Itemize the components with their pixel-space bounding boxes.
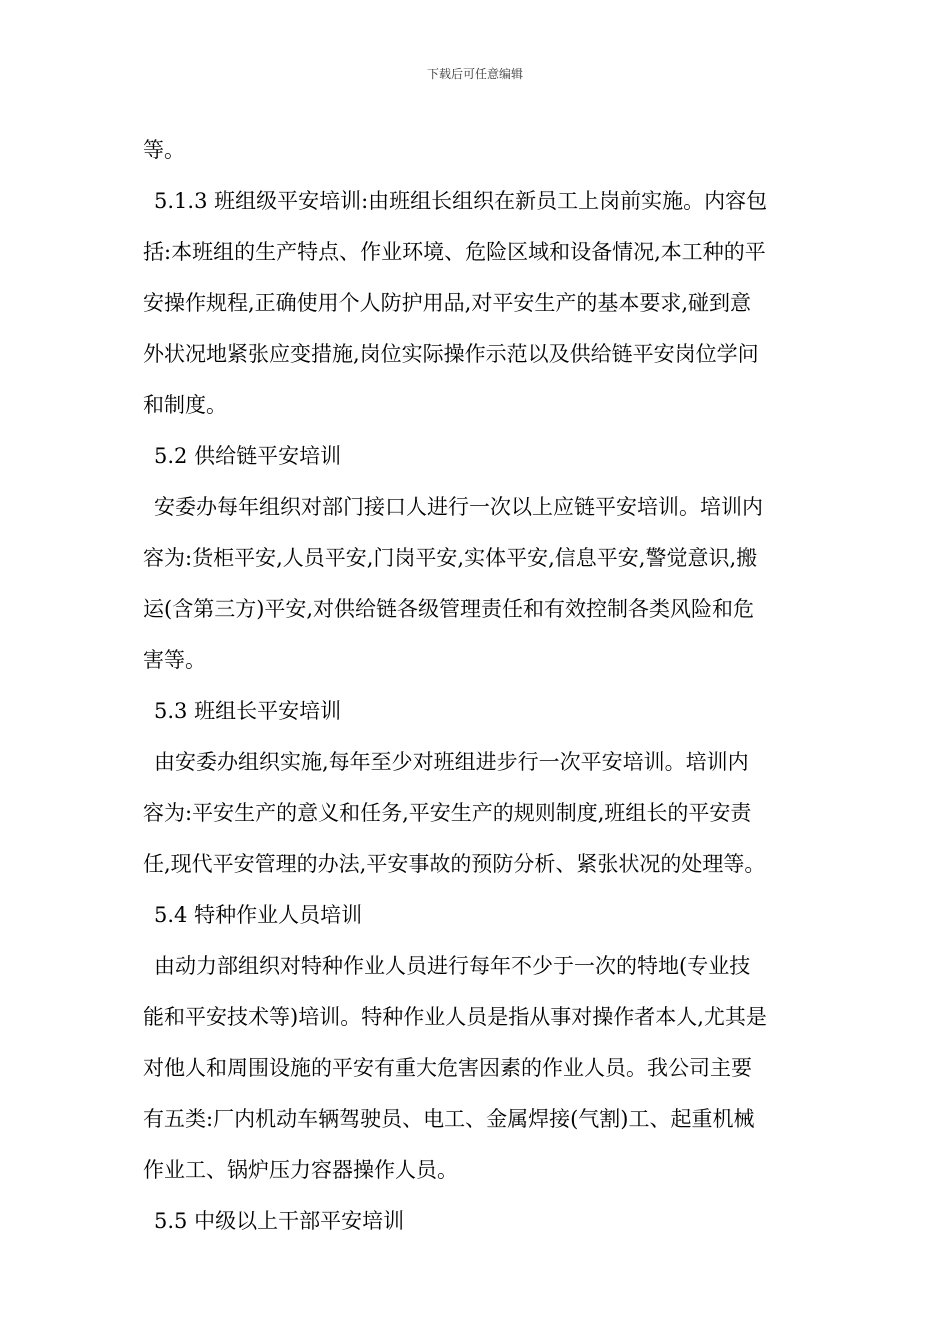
paragraph-line: 安操作规程,正确使用个人防护用品,对平安生产的基本要求,碰到意: [143, 291, 752, 315]
paragraph-line: 由安委办组织实施,每年至少对班组进步行一次平安培训。培训内: [154, 750, 749, 774]
paragraph-line: 和制度。: [143, 393, 227, 417]
paragraph-line: 任,现代平安管理的办法,平安事故的预防分析、紧张状况的处理等。: [143, 852, 766, 876]
paragraph-line: 有五类:厂内机动车辆驾驶员、电工、金属焊接(气割)工、起重机械: [143, 1107, 755, 1131]
paragraph-line: 括:本班组的生产特点、作业环境、危险区域和设备情况,本工种的平: [143, 240, 766, 264]
paragraph-line: 5.1.3 班组级平安培训:由班组长组织在新员工上岗前实施。内容包: [154, 189, 768, 213]
section-heading: 5.4 特种作业人员培训: [154, 903, 363, 927]
paragraph-line: 由动力部组织对特种作业人员进行每年不少于一次的特地(专业技: [154, 954, 751, 978]
paragraph-line: 能和平安技术等)培训。特种作业人员是指从事对操作者本人,尤其是: [143, 1005, 767, 1029]
section-heading: 5.5 中级以上干部平安培训: [154, 1209, 405, 1233]
paragraph-line: 对他人和周围设施的平安有重大危害因素的作业人员。我公司主要: [143, 1056, 752, 1080]
paragraph-line: 外状况地紧张应变措施,岗位实际操作示范以及供给链平安岗位学问: [143, 342, 759, 366]
paragraph-line: 作业工、锅炉压力容器操作人员。: [143, 1158, 458, 1182]
paragraph-line: 安委办每年组织对部门接口人进行一次以上应链平安培训。培训内: [154, 495, 763, 519]
section-heading: 5.2 供给链平安培训: [154, 444, 342, 468]
paragraph-line: 害等。: [143, 648, 206, 672]
paragraph-line: 容为:货柜平安,人员平安,门岗平安,实体平安,信息平安,警觉意识,搬: [143, 546, 758, 570]
paragraph-line: 等。: [143, 138, 185, 162]
paragraph-line: 运(含第三方)平安,对供给链各级管理责任和有效控制各类风险和危: [143, 597, 755, 621]
page-header: 下载后可任意编辑: [426, 67, 523, 81]
document-body: [143, 125, 809, 1247]
section-heading: 5.3 班组长平安培训: [154, 699, 342, 723]
paragraph-line: 容为:平安生产的意义和任务,平安生产的规则制度,班组长的平安责: [143, 801, 752, 825]
